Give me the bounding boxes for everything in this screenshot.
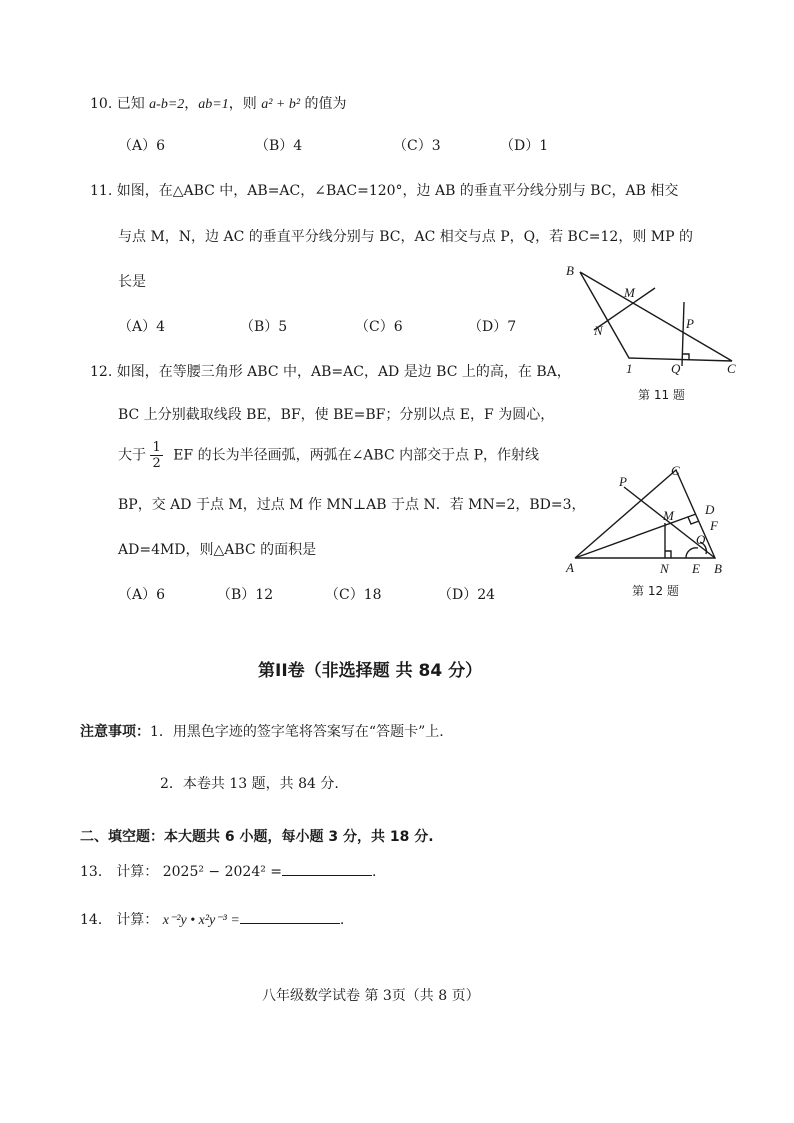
q10-text-a: 已知 (116, 96, 150, 112)
notice-line-1 (80, 721, 444, 741)
label-p: P (619, 474, 627, 489)
question-12-line-3 (118, 440, 539, 471)
part-2-heading: 二、填空题：本大题共 6 小题，每小题 3 分，共 18 分. (80, 829, 434, 845)
question-number: 14． (80, 912, 112, 928)
question-14 (80, 909, 344, 929)
label-n: N (660, 561, 669, 576)
label-c: C (727, 361, 736, 376)
q13-label: 计算： (116, 864, 159, 880)
notice-item-1: 1．用黑色字迹的签字笔将答案写在“答题卡”上. (150, 724, 444, 740)
answer-blank[interactable] (240, 910, 340, 924)
q10-separator: ， (184, 96, 199, 112)
answer-blank[interactable] (282, 862, 372, 876)
question-number: 11. (90, 183, 113, 199)
question-12-line-2: BC 上分别截取线段 BE，BF，使 BE=BF；分别以点 E，F 为圆心， (118, 407, 555, 423)
question-12-line-1 (90, 361, 571, 381)
label-p: P (686, 316, 694, 331)
notice-label: 注意事项： (80, 724, 150, 740)
altitude-ad (575, 514, 696, 558)
fraction-denominator: 2 (152, 456, 161, 471)
q14-end: . (339, 912, 345, 928)
label-m: M (624, 285, 635, 300)
question-12-line-5: AD=4MD，则△ABC 的面积是 (118, 542, 317, 558)
label-a: 1 (626, 361, 633, 376)
notice-line-2: 2．本卷共 13 题，共 84 分. (160, 776, 339, 792)
page-footer: 八年级数学试卷 第 3页（共 8 页） (262, 988, 480, 1004)
q13-expression: 2025² − 2024² = (162, 864, 283, 880)
fraction-one-half (150, 440, 162, 471)
label-c: C (671, 463, 680, 478)
option-d[interactable]: （D）24 (438, 587, 496, 603)
option-b[interactable]: （B）4 (255, 138, 303, 154)
q10-expression: a² + b² (261, 97, 301, 112)
triangle-abc (580, 272, 732, 361)
figure-12 (560, 462, 740, 607)
question-12-line-4: BP，交 AD 于点 M，过点 M 作 MN⊥AB 于点 N．若 MN=2，BD=3， (118, 497, 586, 513)
label-n: N (594, 323, 603, 338)
label-f: F (710, 518, 718, 533)
question-number: 12. (90, 364, 113, 380)
option-c[interactable]: （C）6 (355, 319, 403, 335)
label-m: M (663, 508, 674, 523)
label-o: O (696, 532, 706, 547)
right-angle-mark-n (665, 551, 671, 558)
fraction-numerator: 1 (152, 440, 161, 455)
option-a[interactable]: （A）6 (118, 587, 166, 603)
question-number: 10. (90, 96, 113, 112)
option-a[interactable]: （A）4 (118, 319, 166, 335)
option-c[interactable]: （C）3 (393, 138, 441, 154)
label-b: B (714, 561, 722, 576)
option-d[interactable]: （D）1 (500, 138, 549, 154)
question-11-line-2: 与点 M，N，边 AC 的垂直平分线分别与 BC，AC 相交与点 P，Q，若 BC=12，则 MP 的 (118, 229, 693, 245)
arc-e (686, 548, 698, 558)
question-number: 13． (80, 864, 112, 880)
q14-expression: x⁻²y • x²y⁻³ = (162, 913, 240, 928)
q14-label: 计算： (116, 912, 159, 928)
q11-text-line-1: 如图，在△ABC 中，AB=AC，∠BAC=120°，边 AB 的垂直平分线分别与 BC，AB 相交 (116, 183, 679, 199)
question-11-line-1 (90, 180, 678, 200)
question-11-line-3: 长是 (118, 274, 146, 290)
option-d[interactable]: （D）7 (468, 319, 517, 335)
question-13 (80, 861, 376, 881)
figure-12-caption: 第 12 题 (632, 584, 679, 598)
label-a: A (566, 560, 574, 575)
label-q: Q (671, 361, 681, 376)
option-c[interactable]: （C）18 (325, 587, 382, 603)
q12-text-pre: 大于 (118, 447, 146, 464)
q10-condition-2: ab=1 (198, 97, 229, 112)
question-10-stem (90, 93, 346, 113)
q10-condition-1: a-b=2 (149, 97, 185, 112)
label-d: D (705, 502, 715, 517)
q12-text-post: EF 的长为半径画弧，两弧在∠ABC 内部交于点 P，作射线 (173, 447, 539, 464)
q10-text-c: 的值为 (300, 96, 347, 112)
figure-11-caption: 第 11 题 (638, 388, 685, 402)
option-a[interactable]: （A）6 (118, 138, 166, 154)
perp-bisector-ac (682, 302, 684, 366)
option-b[interactable]: （B）5 (240, 319, 288, 335)
q10-text-b: ，则 (228, 96, 262, 112)
q12-text-line-1: 如图，在等腰三角形 ABC 中，AB=AC，AD 是边 BC 上的高，在 BA， (116, 364, 571, 380)
option-b[interactable]: （B）12 (217, 587, 274, 603)
section-2-title: 第II卷（非选择题 共 84 分） (258, 661, 483, 681)
figure-11 (560, 258, 750, 408)
label-b: B (566, 263, 574, 278)
label-e: E (692, 561, 700, 576)
q13-end: . (372, 864, 377, 880)
